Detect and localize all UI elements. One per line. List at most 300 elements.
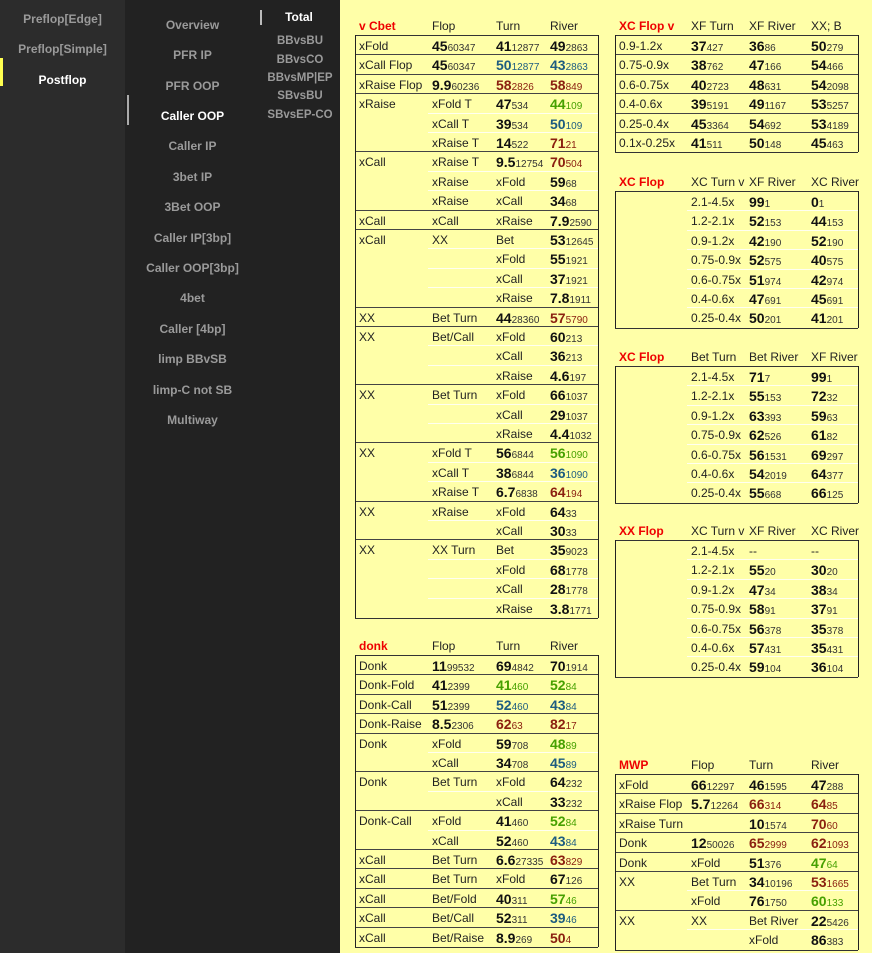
table-cell bbox=[691, 833, 734, 853]
stat-value: 43 bbox=[550, 57, 566, 74]
table-cell bbox=[550, 249, 588, 269]
nav-item-3bet-ip[interactable]: 3bet IP bbox=[172, 170, 213, 184]
table-cell bbox=[432, 772, 477, 792]
cell-text: xRaise bbox=[432, 174, 469, 189]
stat-value: 72 bbox=[811, 388, 827, 405]
table-cell bbox=[432, 385, 477, 405]
nav-item-postflop[interactable]: Postflop bbox=[38, 73, 87, 87]
cell-text: xRaise bbox=[496, 368, 533, 383]
cell-text: 0.75-0.9x bbox=[619, 58, 670, 73]
cell-text: XX Turn bbox=[432, 543, 476, 558]
sample-count: 89 bbox=[565, 740, 577, 752]
table-cell bbox=[691, 406, 734, 426]
table-cell bbox=[550, 560, 588, 580]
stat-value: 58 bbox=[496, 76, 512, 93]
stat-value: 44 bbox=[811, 213, 827, 230]
matchup-sbvsep-co[interactable]: SBvsEP-CO bbox=[267, 109, 333, 121]
row-label bbox=[619, 133, 675, 153]
column-header: XC River bbox=[811, 175, 860, 189]
sample-count: 431 bbox=[826, 645, 844, 656]
cell-text: xCall bbox=[359, 891, 386, 906]
stat-value: 10 bbox=[749, 815, 765, 832]
table-cell bbox=[749, 133, 781, 153]
cell-text: Bet/Raise bbox=[432, 930, 485, 945]
row-divider bbox=[428, 578, 598, 579]
table-title: XC Flop bbox=[619, 350, 665, 364]
nav-item-3bet-oop[interactable]: 3Bet OOP bbox=[164, 200, 221, 214]
cell-text: -- bbox=[811, 544, 819, 558]
cell-text: xFold bbox=[749, 933, 779, 948]
table-cell bbox=[749, 638, 781, 658]
table-cell bbox=[496, 288, 533, 308]
nav-item-preflop-simple-[interactable]: Preflop[Simple] bbox=[18, 42, 107, 56]
table-cell bbox=[811, 872, 849, 892]
column-header: XC Turn v bbox=[691, 175, 745, 189]
table-cell bbox=[550, 753, 577, 773]
cell-text: 0.9-1.2x bbox=[691, 408, 735, 423]
cell-text: Donk-Call bbox=[359, 697, 412, 712]
sample-count: 34 bbox=[826, 586, 838, 598]
sample-count: 63 bbox=[826, 412, 838, 424]
cell-text: Bet bbox=[496, 233, 515, 247]
cell-text: xCall bbox=[359, 233, 386, 247]
row-divider bbox=[428, 132, 598, 133]
nav-item-multiway[interactable]: Multiway bbox=[167, 413, 218, 427]
sample-count: 20 bbox=[764, 567, 776, 579]
table-cell bbox=[496, 889, 528, 909]
stat-value: 52 bbox=[749, 252, 765, 269]
nav-item-limp-c-not-sb[interactable]: limp-C not SB bbox=[152, 383, 233, 397]
cell-text: xFold bbox=[496, 504, 526, 519]
table-cell bbox=[749, 619, 781, 639]
table-cell bbox=[691, 891, 720, 911]
sample-count: 708 bbox=[511, 740, 529, 752]
row-divider bbox=[355, 694, 598, 695]
stat-value: 65 bbox=[749, 835, 765, 852]
cell-text: XX bbox=[359, 446, 376, 461]
table-cell bbox=[749, 270, 781, 290]
table-title: XC Flop v bbox=[619, 19, 675, 33]
cell-text: 0.6-0.75x bbox=[691, 272, 742, 287]
stat-value: 41 bbox=[496, 677, 512, 694]
stat-value: 64 bbox=[550, 774, 566, 791]
table-cell bbox=[496, 211, 533, 231]
table-cell bbox=[496, 831, 528, 851]
matchup-sbvsbu[interactable]: SBvsBU bbox=[277, 90, 323, 102]
stat-value: 70 bbox=[550, 154, 566, 171]
stat-value: 33 bbox=[550, 793, 566, 810]
cell-text: 2.1-4.5x bbox=[691, 195, 735, 209]
nav-item-caller-4bp-[interactable]: Caller [4bp] bbox=[159, 322, 226, 336]
table-cell bbox=[749, 192, 770, 212]
matchup-title[interactable]: Total bbox=[285, 10, 313, 24]
stat-value: 66 bbox=[691, 777, 707, 793]
sample-count: 1778 bbox=[565, 566, 588, 578]
row-label bbox=[359, 211, 386, 231]
table-side-border bbox=[615, 366, 616, 503]
sample-count: 46 bbox=[565, 915, 577, 927]
row-divider bbox=[428, 520, 598, 521]
cell-text: xCall bbox=[432, 756, 459, 770]
cell-text: xFold bbox=[432, 814, 462, 829]
stat-value: 40 bbox=[496, 890, 512, 907]
table-cell bbox=[496, 463, 534, 483]
table-side-border bbox=[355, 655, 356, 947]
sample-count: 4842 bbox=[511, 663, 534, 674]
table-cell bbox=[496, 230, 514, 250]
nav-item-caller-oop[interactable]: Caller OOP bbox=[160, 109, 225, 123]
cell-text: xRaise bbox=[496, 291, 533, 306]
table-cell bbox=[432, 811, 461, 831]
column-header: XF River bbox=[749, 175, 796, 189]
table-cell bbox=[749, 794, 781, 814]
sample-count: 60 bbox=[826, 820, 838, 832]
sample-count: 463 bbox=[826, 140, 844, 151]
table-side-border bbox=[615, 540, 616, 677]
sample-count: 297 bbox=[826, 451, 844, 463]
cell-text: xRaise T bbox=[432, 485, 480, 500]
cell-text: XX bbox=[359, 543, 376, 558]
table-cell bbox=[749, 445, 787, 465]
row-divider bbox=[355, 907, 598, 908]
stat-value: 9.5 bbox=[496, 154, 516, 171]
cell-text: xCall bbox=[359, 853, 386, 867]
table-cell bbox=[550, 269, 588, 289]
column-header: Turn bbox=[749, 758, 774, 772]
sample-count: 522 bbox=[511, 140, 529, 151]
nav-item-pfr-oop[interactable]: PFR OOP bbox=[165, 79, 220, 93]
table-cell bbox=[749, 541, 757, 561]
column-header: Flop bbox=[691, 758, 715, 772]
stat-value: 39 bbox=[691, 96, 707, 113]
table-cell bbox=[811, 36, 843, 56]
row-divider bbox=[355, 307, 598, 308]
table-cell bbox=[550, 521, 577, 541]
nav-item-limp-bbvsb[interactable]: limp BBvSB bbox=[158, 352, 227, 366]
row-divider bbox=[428, 113, 598, 114]
table-side-border bbox=[858, 35, 859, 152]
row-divider bbox=[355, 733, 598, 734]
sample-count: 314 bbox=[764, 801, 782, 813]
stat-value: 61 bbox=[811, 427, 827, 444]
stat-value: 55 bbox=[749, 562, 765, 579]
cell-text: xRaise Flop bbox=[359, 77, 423, 92]
sample-count: 125 bbox=[826, 490, 844, 502]
cell-text: xCall bbox=[496, 349, 523, 364]
matchup-bbvsco[interactable]: BBvsCO bbox=[276, 54, 324, 66]
primary-nav bbox=[0, 0, 125, 953]
cell-text: xRaise T bbox=[432, 155, 480, 170]
table-cell bbox=[496, 133, 528, 153]
stat-value: 11 bbox=[432, 658, 447, 674]
table-cell bbox=[432, 540, 475, 560]
stat-value: 69 bbox=[811, 446, 827, 463]
row-divider bbox=[687, 929, 858, 930]
stat-value: 8.5 bbox=[432, 716, 452, 733]
sample-count: 1921 bbox=[565, 275, 588, 287]
sample-count: 575 bbox=[826, 257, 844, 269]
cell-text: Donk bbox=[359, 736, 388, 751]
row-divider bbox=[687, 656, 858, 657]
stat-value: 50 bbox=[811, 38, 827, 54]
table-cell bbox=[496, 599, 533, 619]
sample-count: 109 bbox=[565, 120, 583, 132]
table-cell bbox=[550, 366, 586, 386]
nav-item-4bet[interactable]: 4bet bbox=[180, 291, 205, 305]
sample-count: 84 bbox=[565, 818, 577, 830]
table-cell bbox=[811, 250, 843, 270]
row-label bbox=[359, 714, 422, 734]
table-cell bbox=[432, 908, 474, 928]
row-label bbox=[619, 94, 662, 114]
stat-value: 59 bbox=[550, 173, 566, 190]
stat-value: 12 bbox=[691, 835, 707, 852]
sample-count: 91 bbox=[826, 606, 838, 618]
stat-value: 52 bbox=[496, 696, 512, 713]
cell-text: 0.4-0.6x bbox=[691, 292, 735, 306]
table-cell bbox=[811, 541, 819, 561]
table-cell bbox=[550, 540, 588, 560]
sample-count: 1032 bbox=[569, 431, 592, 442]
cell-text: Bet bbox=[496, 543, 515, 558]
stat-value: 39 bbox=[496, 115, 512, 132]
stat-value: 3.8 bbox=[550, 600, 570, 617]
stat-value: 43 bbox=[550, 696, 566, 713]
table-cell bbox=[496, 502, 525, 522]
stat-value: 30 bbox=[550, 523, 566, 539]
table-cell bbox=[691, 94, 729, 114]
stat-value: 58 bbox=[550, 76, 566, 93]
sample-count: 99532 bbox=[446, 663, 475, 674]
table-cell bbox=[691, 853, 720, 873]
stat-value: 45 bbox=[432, 57, 448, 74]
table-cell bbox=[550, 288, 591, 308]
table-cell bbox=[550, 114, 582, 134]
sample-count: 12297 bbox=[706, 782, 735, 793]
table-cell bbox=[691, 289, 734, 309]
table-cell bbox=[749, 580, 776, 600]
nav-item-caller-ip[interactable]: Caller IP bbox=[168, 139, 217, 153]
sample-count: 1037 bbox=[565, 392, 588, 404]
cell-text: xCall bbox=[359, 155, 386, 170]
table-cell bbox=[749, 425, 781, 445]
row-divider bbox=[615, 871, 858, 872]
row-divider bbox=[428, 404, 598, 405]
stat-value: 43 bbox=[550, 832, 566, 849]
stat-value: 56 bbox=[749, 446, 765, 463]
stat-value: 57 bbox=[550, 309, 566, 326]
row-divider bbox=[355, 868, 598, 869]
row-divider bbox=[355, 151, 598, 152]
row-label bbox=[359, 55, 412, 75]
nav-item-overview[interactable]: Overview bbox=[165, 18, 220, 32]
table-cell bbox=[496, 675, 528, 695]
table-cell bbox=[550, 346, 582, 366]
row-divider bbox=[687, 405, 858, 406]
sample-count: 668 bbox=[764, 490, 782, 502]
stat-value: 7.8 bbox=[550, 290, 570, 307]
cell-text: 1.2-2.1x bbox=[691, 563, 735, 578]
table-title: donk bbox=[359, 639, 388, 653]
cell-text: 1.2-2.1x bbox=[691, 214, 735, 229]
row-divider bbox=[428, 559, 598, 560]
stat-value: 8.9 bbox=[496, 929, 516, 946]
sample-count: 9023 bbox=[565, 547, 588, 559]
table-cell bbox=[811, 55, 843, 75]
stat-value: 55 bbox=[749, 388, 765, 405]
table-cell bbox=[432, 714, 474, 734]
nav-item-caller-oop-3bp-[interactable]: Caller OOP[3bp] bbox=[146, 261, 239, 275]
table-cell bbox=[550, 908, 577, 928]
table-cell bbox=[749, 308, 781, 328]
nav-item-pfr-ip[interactable]: PFR IP bbox=[173, 48, 212, 62]
stat-value: 66 bbox=[811, 485, 827, 502]
table-cell bbox=[496, 114, 528, 134]
table-cell bbox=[749, 833, 787, 853]
table-cell bbox=[691, 114, 729, 134]
stat-value: 40 bbox=[691, 76, 707, 93]
row-label bbox=[619, 55, 669, 75]
sample-count: 12754 bbox=[515, 159, 544, 171]
cell-text: Bet Turn bbox=[432, 388, 478, 403]
table-cell bbox=[432, 443, 472, 463]
sample-count: 68 bbox=[565, 178, 577, 190]
sample-count: 133 bbox=[826, 898, 844, 910]
sample-count: 2863 bbox=[565, 62, 588, 74]
nav-item-preflop-edge-[interactable]: Preflop[Edge] bbox=[23, 12, 102, 26]
table-cell bbox=[691, 775, 734, 795]
row-label bbox=[619, 872, 635, 892]
stat-value: 54 bbox=[749, 466, 765, 482]
table-cell bbox=[691, 464, 734, 484]
table-cell bbox=[749, 75, 781, 95]
row-divider bbox=[687, 559, 858, 560]
table-cell bbox=[496, 928, 532, 948]
sample-count: 232 bbox=[565, 798, 583, 810]
stat-value: 45 bbox=[550, 755, 566, 771]
table-cell bbox=[496, 792, 523, 812]
row-divider bbox=[355, 713, 598, 714]
sample-count: 84 bbox=[565, 701, 577, 713]
stat-value: 71 bbox=[749, 369, 765, 385]
sample-count: 10196 bbox=[764, 879, 793, 890]
stat-value: 48 bbox=[550, 735, 566, 752]
table-cell bbox=[432, 695, 470, 715]
row-label bbox=[359, 850, 386, 870]
table-cell bbox=[749, 406, 781, 426]
sample-count: 104 bbox=[764, 664, 782, 676]
stat-value: 49 bbox=[749, 96, 765, 113]
column-header: River bbox=[811, 758, 840, 772]
table-cell bbox=[811, 133, 843, 153]
sample-count: 201 bbox=[826, 315, 844, 327]
stat-value: 54 bbox=[811, 57, 827, 74]
sample-count: 2399 bbox=[447, 682, 470, 694]
row-divider bbox=[687, 598, 858, 599]
stat-value: 56 bbox=[496, 445, 512, 462]
table-cell bbox=[432, 463, 469, 483]
table-bottom-border bbox=[615, 503, 858, 504]
sample-count: 378 bbox=[826, 625, 844, 637]
sample-count: 27335 bbox=[515, 857, 544, 868]
sample-count: 6844 bbox=[511, 469, 534, 481]
table-cell bbox=[749, 231, 781, 251]
table-side-border bbox=[615, 35, 616, 152]
table-cell bbox=[496, 850, 543, 870]
table-cell bbox=[749, 386, 781, 406]
cell-text: XX bbox=[359, 504, 376, 519]
table-cell bbox=[811, 853, 838, 873]
stat-value: 46 bbox=[749, 777, 765, 793]
table-cell bbox=[749, 289, 781, 309]
sample-count: 383 bbox=[826, 937, 844, 949]
row-label bbox=[359, 75, 422, 95]
sample-count: 2306 bbox=[451, 721, 474, 733]
column-header: XF Turn bbox=[691, 19, 734, 33]
sample-count: 974 bbox=[764, 276, 782, 288]
cell-text: xFold bbox=[496, 872, 526, 887]
cell-text: xRaise bbox=[496, 427, 533, 441]
table-cell bbox=[496, 811, 528, 831]
table-cell bbox=[496, 482, 538, 502]
nav-item-caller-ip-3bp-[interactable]: Caller IP[3bp] bbox=[153, 231, 232, 245]
cell-text: 0.6-0.75x bbox=[619, 77, 670, 92]
stat-value: 52 bbox=[550, 813, 566, 830]
table-cell bbox=[691, 133, 723, 153]
stat-value: 9.9 bbox=[432, 76, 452, 93]
cell-text: xCall bbox=[359, 872, 386, 887]
cell-text: xFold bbox=[496, 330, 526, 344]
table-cell bbox=[691, 367, 734, 387]
cell-text: 0.25-0.4x bbox=[691, 311, 742, 326]
table-cell bbox=[811, 94, 849, 114]
cell-text: xCall bbox=[496, 794, 523, 809]
row-divider bbox=[615, 813, 858, 814]
table-cell bbox=[496, 734, 528, 754]
table-cell bbox=[691, 211, 734, 231]
row-label bbox=[359, 230, 386, 250]
stat-value: 64 bbox=[811, 466, 827, 482]
row-divider bbox=[355, 326, 598, 327]
cell-text: 2.1-4.5x bbox=[691, 544, 735, 558]
sample-count: 691 bbox=[764, 296, 782, 307]
cell-text: XX bbox=[359, 310, 376, 325]
table-cell bbox=[691, 250, 741, 270]
row-divider bbox=[615, 852, 858, 853]
stat-value: 63 bbox=[749, 407, 765, 424]
row-label bbox=[619, 814, 683, 834]
cell-text: Bet/Call bbox=[432, 330, 475, 344]
column-header: XF River bbox=[811, 350, 858, 364]
table-bottom-border bbox=[615, 677, 858, 678]
row-divider bbox=[428, 248, 598, 249]
column-header: River bbox=[550, 639, 579, 653]
cell-text: XX bbox=[432, 233, 449, 247]
table-cell bbox=[550, 928, 571, 948]
stat-value: 30 bbox=[811, 562, 827, 579]
row-label bbox=[359, 772, 387, 792]
cell-text: 0.4-0.6x bbox=[691, 641, 735, 655]
matchup-bbvsbu[interactable]: BBvsBU bbox=[276, 35, 323, 47]
sample-count: 1665 bbox=[826, 879, 849, 890]
cell-text: xFold bbox=[496, 775, 526, 790]
sample-count: 1595 bbox=[764, 782, 787, 793]
cell-text: xFold bbox=[691, 894, 721, 909]
stat-value: 41 bbox=[691, 135, 707, 151]
matchup-bbvsmp-ep[interactable]: BBvsMP|EP bbox=[267, 72, 333, 84]
sample-count: 7 bbox=[764, 374, 771, 385]
sample-count: 4189 bbox=[826, 120, 849, 132]
